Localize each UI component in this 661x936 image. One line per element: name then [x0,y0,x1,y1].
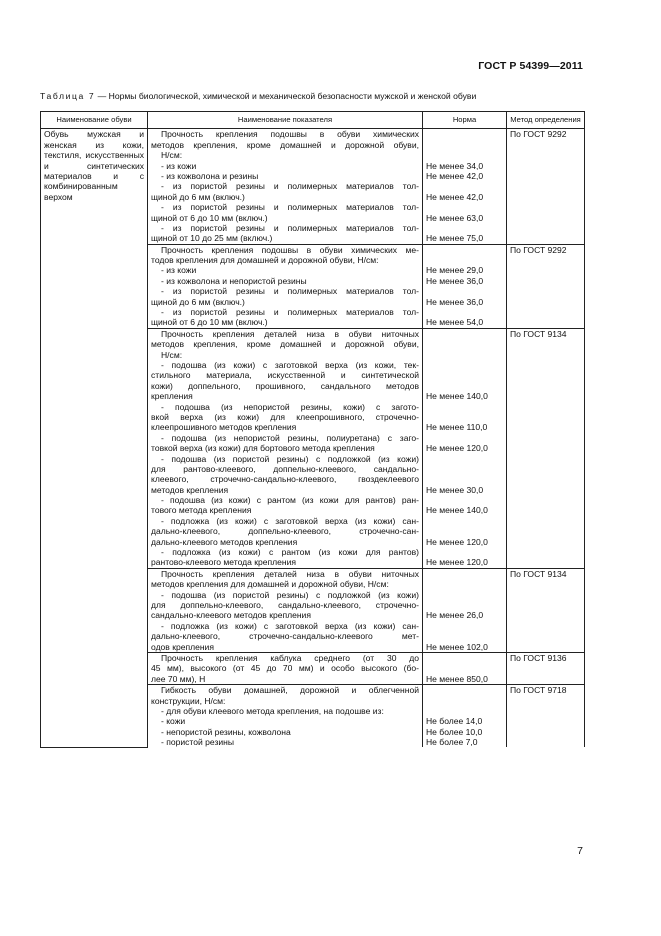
indicator-line: методов крепления для домашней и дорожной обуви, Н/см: [151,579,389,590]
norm-value: Не менее 110,0 [426,422,488,433]
indicator-line: - из пористой резины и полимерных материалов тол- [161,307,419,318]
indicator-line: - подложка (из кожи) с заготовкой верха (из кожи) сан- [161,620,419,631]
method-cell: По ГОСТ 9292 [507,129,585,244]
indicator-cell [148,244,423,328]
indicator-line: - подошва (из непористой резины, кожи) с загото- [161,401,419,412]
indicator-line: - подошва (из кожи) с заготовкой верха (из кожи, тек- [161,360,419,370]
indicator-line: - из кожи [161,160,197,171]
norm-cell [423,244,507,328]
method-cell: По ГОСТ 9134 [507,568,585,652]
indicator-line: одов крепления [151,641,214,652]
indicator-line: щиной до 6 мм (включ.) [151,191,245,202]
indicator-line: дально-клеевого, доппельно-клеевого, строчечно-сан- [151,526,419,537]
norm-value: Не менее 75,0 [426,233,484,244]
indicator-line: конструкции, Н/см: [151,695,226,706]
method-cell: По ГОСТ 9136 [507,652,585,684]
indicator-line: - подошва (из пористой резины) с подложкой (из кожи) [161,453,419,464]
norm-value: Не менее 36,0 [426,296,484,307]
norm-value: Не менее 30,0 [426,484,484,495]
method-cell: По ГОСТ 9718 [507,685,585,748]
indicator-cell [148,328,423,568]
indicator-line: для доппельно-клеевого, сандально-клеевого, строчечно- [151,599,419,610]
indicator-line: - для обуви клеевого метода крепления, на подошве из: [161,705,384,716]
norm-value: Не менее 850,0 [426,673,488,684]
indicator-line: дально-клеевого методов крепления [151,536,298,547]
indicator-line: рантово-клеевого метода крепления [151,557,297,568]
norm-value: Не менее 63,0 [426,212,484,223]
indicator-line: щиной от 6 до 10 мм (включ.) [151,212,268,223]
indicator-line: Прочность крепления деталей низа в обуви ниточных [161,328,419,339]
norm-value: Не более 14,0 [426,716,483,727]
indicator-line: методов крепления, кроме домашней и дорожной обуви, [151,139,419,150]
indicator-line: методов крепления, кроме домашней и дорожной обуви, [151,339,419,350]
table-caption-prefix: Таблица 7 [40,91,96,101]
norm-value: Не менее 102,0 [426,641,488,652]
norm-value: Не менее 36,0 [426,275,484,286]
table-caption [40,91,476,101]
indicator-line: - из кожволона и непористой резины [161,275,307,286]
norm-value: Не менее 29,0 [426,265,484,276]
object-cell: Обувь мужская и женская из кожи, текстиля, искусственных и синтетических материалов и с комбинированным верхом [41,129,148,748]
indicator-cell [148,685,423,748]
indicator-line: щиной от 10 до 25 мм (включ.) [151,233,273,244]
norm-value: Не менее 140,0 [426,505,488,516]
indicator-line: - подошва (из пористой резины) с подложкой (из кожи) [161,589,419,600]
indicator-cell [148,129,423,244]
norm-cell [423,328,507,568]
indicator-line: дально-клеевого, строчечно-сандально-клеевого мет- [151,631,419,642]
indicator-line: - непористой резины, кожволона [161,726,291,737]
indicator-line: Н/см: [161,349,183,360]
indicator-cell [148,652,423,684]
norm-value: Не более 7,0 [426,737,478,748]
norm-value: Не менее 26,0 [426,610,484,621]
indicator-line: - кожи [161,716,186,727]
indicator-line: - из пористой резины и полимерных материалов тол- [161,286,419,297]
indicator-line: методов крепления [151,484,229,495]
header-indicator: Наименование показателя [148,112,423,129]
indicator-line: вкой верха (из кожи) для клеепрошивного, строчечно- [151,411,419,422]
indicator-line: - пористой резины [161,737,234,748]
safety-norms-table [40,111,585,748]
norm-value: Не менее 120,0 [426,536,488,547]
norm-value: Не менее 120,0 [426,557,488,568]
header-norm: Норма [423,112,507,129]
indicator-line: - подложка (из кожи) с заготовкой верха (из кожи) сан- [161,515,419,526]
indicator-line: клеевого, строчечно-сандально-клеевого, гвоздеклеевого [151,474,419,485]
indicator-line: щиной до 6 мм (включ.) [151,296,245,307]
norm-cell [423,685,507,748]
header-method: Метод определения [507,112,585,129]
indicator-line: товкой верха (из кожи) для бортового метода крепления [151,443,375,454]
indicator-line: - подошва (из кожи) с рантом (из кожи для рантов) ран- [161,495,419,506]
method-cell: По ГОСТ 9292 [507,244,585,328]
indicator-line: 45 мм), высокого (от 45 до 70 мм) и особо высокого (бо- [151,663,419,674]
header-object: Наименование обуви [41,112,148,129]
indicator-line: для рантово-клеевого, доппельно-клеевого, сандально- [151,463,419,474]
norm-value: Не менее 54,0 [426,317,484,328]
indicator-line: тового метода крепления [151,505,252,516]
table-header-row [41,112,585,129]
norm-value: Не более 10,0 [426,726,483,737]
indicator-line: Прочность крепления каблука среднего (от 30 до [161,652,419,663]
norm-value: Не менее 42,0 [426,191,484,202]
indicator-line: щиной от 6 до 10 мм (включ.) [151,317,268,328]
indicator-line: Н/см: [161,150,183,161]
method-cell: По ГОСТ 9134 [507,328,585,568]
indicator-line: - подложка (из кожи) с рантом (из кожи для рантов) [161,547,419,558]
norm-value: Не менее 120,0 [426,443,488,454]
indicator-line: - из пористой резины и полимерных материалов тол- [161,181,419,192]
document-standard: ГОСТ Р 54399—2011 [478,60,583,72]
indicator-line: Прочность крепления подошвы в обуви химических [161,129,419,140]
indicator-line: - из пористой резины и полимерных материалов тол- [161,222,419,233]
norm-value: Не менее 140,0 [426,391,488,402]
norm-cell [423,129,507,244]
indicator-line: Прочность крепления деталей низа в обуви ниточных [161,568,419,579]
norm-cell [423,652,507,684]
table-row [41,129,585,244]
norm-value: Не менее 42,0 [426,170,484,181]
indicator-line: Гибкость обуви домашней, дорожной и облегченной [161,685,419,696]
indicator-line: - из пористой резины и полимерных материалов тол- [161,202,419,213]
page-number: 7 [577,845,583,857]
indicator-line: крепления [151,391,193,402]
indicator-line: - из кожволона и резины [161,170,259,181]
indicator-line: тодов крепления для домашней и дорожной обуви, Н/см: [151,255,379,266]
norm-cell [423,568,507,652]
indicator-line: сандально-клеевого методов крепления [151,610,311,621]
indicator-line: - из кожи [161,265,197,276]
indicator-line: Прочность крепления подошвы в обуви химических ме- [161,244,419,255]
indicator-line: стильного материала, искусственной и синтетической [151,370,419,381]
indicator-line: - подошва (из непористой резины, полиуретана) с заго- [161,432,419,443]
indicator-line: лее 70 мм), Н [151,673,206,684]
norm-value: Не менее 34,0 [426,160,484,171]
indicator-line: кожи) доппельного, прошивного, сандального методов [151,380,419,391]
indicator-line: клеепрошивного методов крепления [151,422,297,433]
table-caption-text: — Нормы биологической, химической и механической безопасности мужской и женской обуви [95,91,477,101]
indicator-cell [148,568,423,652]
